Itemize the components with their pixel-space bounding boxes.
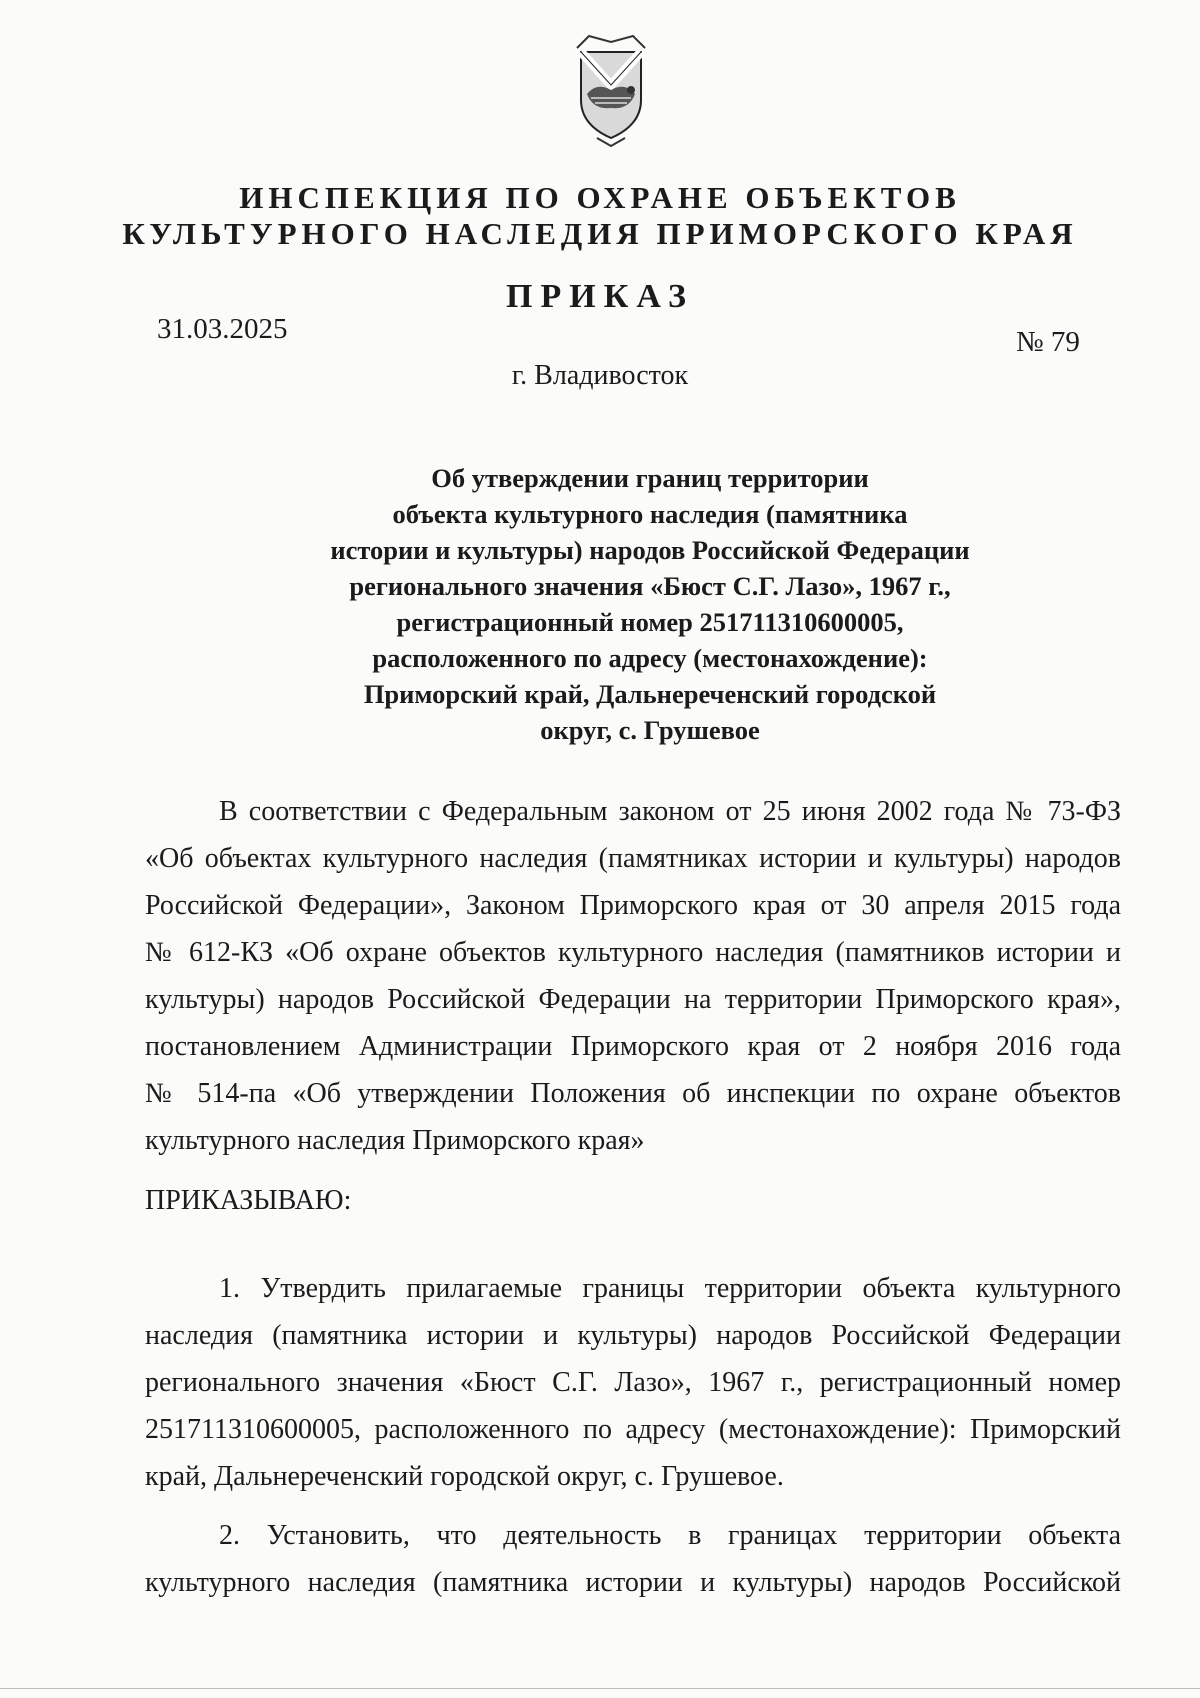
title-line: регионального значения «Бюст С.Г. Лазо», 1967 г., <box>349 571 951 601</box>
preamble-line: Российской Федерации», Законом Приморского края от 30 апреля 2015 года <box>145 890 1121 921</box>
item-line: регионального значения «Бюст С.Г. Лазо», 1967 г., регистрационный номер <box>145 1367 1121 1398</box>
title-line: округ, с. Грушевое <box>540 715 760 745</box>
preamble-line: № 514-па «Об утверждении Положения об инспекции по охране объектов <box>145 1078 1121 1109</box>
item-line: 2. Установить, что деятельность в границах территории объекта <box>219 1520 1121 1551</box>
preamble-line: В соответствии с Федеральным законом от 25 июня 2002 года № 73-ФЗ <box>219 796 1121 827</box>
preamble-paragraph <box>145 788 1121 1164</box>
document-city: г. Владивосток <box>511 360 689 391</box>
preamble-line: постановлением Администрации Приморского края от 2 ноября 2016 года <box>145 1031 1121 1062</box>
item-line: наследия (памятника истории и культуры) народов Российской Федерации <box>145 1320 1121 1351</box>
order-word: ПРИКАЗЫВАЮ: <box>145 1185 352 1216</box>
organization-name-line1: ИНСПЕКЦИЯ ПО ОХРАНЕ ОБЪЕКТОВ <box>239 180 961 215</box>
title-line: регистрационный номер 251711310600005, <box>396 607 904 637</box>
order-item-1 <box>145 1265 1121 1500</box>
document-number: № 79 <box>1016 326 1080 358</box>
title-line: Приморский край, Дальнереченский городской <box>363 679 937 709</box>
item-line: культурного наследия (памятника истории и культуры) народов Российской <box>145 1567 1121 1598</box>
title-line: истории и культуры) народов Российской Федерации <box>330 535 970 565</box>
title-line: объекта культурного наследия (памятника <box>392 499 908 529</box>
preamble-line: № 612-КЗ «Об охране объектов культурного наследия (памятников истории и <box>145 937 1121 968</box>
preamble-line: культурного наследия Приморского края» <box>145 1125 645 1156</box>
item-line: 1. Утвердить прилагаемые границы территории объекта культурного <box>219 1273 1121 1304</box>
document-title <box>300 460 1000 748</box>
document-date: 31.03.2025 <box>157 313 288 345</box>
title-line: Об утверждении границ территории <box>431 463 869 493</box>
page-edge-line <box>0 1688 1200 1689</box>
coat-of-arms-icon <box>567 30 655 150</box>
item-line: край, Дальнереченский городской округ, с. Грушевое. <box>145 1461 784 1492</box>
item-line: 251711310600005, расположенного по адресу (местонахождение): Приморский <box>145 1414 1121 1445</box>
order-item-2 <box>145 1512 1121 1606</box>
title-line: расположенного по адресу (местонахождение): <box>372 643 928 673</box>
preamble-line: культуры) народов Российской Федерации на территории Приморского края», <box>145 984 1121 1015</box>
document-type: ПРИКАЗ <box>506 278 694 315</box>
organization-name-line2: КУЛЬТУРНОГО НАСЛЕДИЯ ПРИМОРСКОГО КРАЯ <box>122 216 1078 251</box>
preamble-line: «Об объектах культурного наследия (памятниках истории и культуры) народов <box>145 843 1121 874</box>
